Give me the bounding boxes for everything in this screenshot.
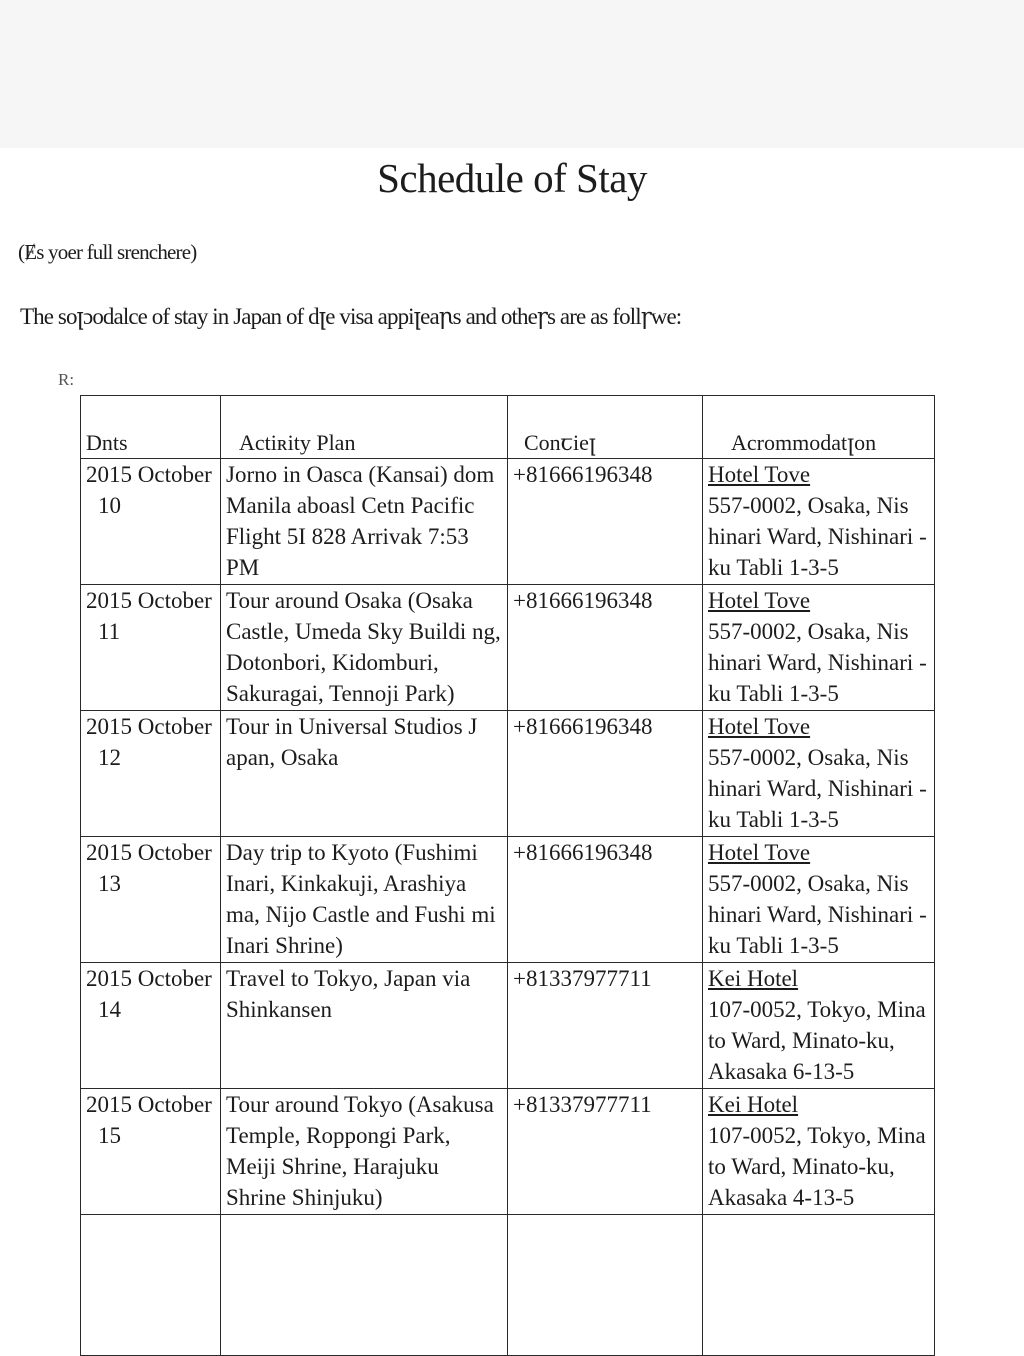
accommodation-cell	[703, 711, 935, 837]
contact-cell: +81337977711	[508, 1089, 703, 1215]
date-month: 2015 October	[86, 966, 212, 991]
contact-cell: +81666196348	[508, 837, 703, 963]
activity-cell: Tour around Tokyo (Asakusa Temple, Roppongi Park, Meiji Shrine, Harajuku Shrine Shinjuku)	[221, 1089, 508, 1215]
hotel-address: 107-0052, Tokyo, Mina to Ward, Minato-ku, Akasaka 6-13-5	[708, 997, 926, 1084]
date-day: 13	[98, 871, 121, 896]
hotel-name: Hotel Tove	[708, 588, 811, 613]
hotel-name: Kei Hotel	[708, 1092, 799, 1117]
date-cell	[81, 1089, 221, 1215]
empty-cell	[703, 1215, 935, 1356]
hotel-name: Hotel Tove	[708, 714, 811, 739]
accommodation-cell	[703, 963, 935, 1089]
date-cell	[81, 711, 221, 837]
activity-cell: Tour in Universal Studios J apan, Osaka	[221, 711, 508, 837]
date-cell	[81, 585, 221, 711]
date-cell	[81, 837, 221, 963]
table-row	[81, 963, 935, 1089]
document-title: Schedule of Stay	[377, 155, 647, 201]
date-day: 10	[98, 493, 121, 518]
hotel-address: 557-0002, Osaka, Nis hinari Ward, Nishinari -ku Tabli 1-3-5	[708, 619, 927, 706]
hotel-name: Hotel Tove	[708, 840, 811, 865]
hotel-address: 557-0002, Osaka, Nis hinari Ward, Nishinari -ku Tabli 1-3-5	[708, 871, 927, 958]
date-cell	[81, 963, 221, 1089]
accommodation-cell	[703, 585, 935, 711]
document-subtitle: (Ɇs yoer full srenchere)	[18, 240, 197, 264]
contact-cell: +81337977711	[508, 963, 703, 1089]
table-row	[81, 459, 935, 585]
activity-cell: Day trip to Kyoto (Fushimi Inari, Kinkakuji, Arashiya ma, Nijo Castle and Fushi mi Inari Shrine)	[221, 837, 508, 963]
header-date: Dnts	[81, 396, 221, 459]
date-month: 2015 October	[86, 1092, 212, 1117]
hotel-address: 557-0002, Osaka, Nis hinari Ward, Nishinari -ku Tabli 1-3-5	[708, 493, 927, 580]
contact-cell: +81666196348	[508, 459, 703, 585]
date-month: 2015 October	[86, 840, 212, 865]
empty-cell	[81, 1215, 221, 1356]
reference-mark: R:	[58, 370, 75, 389]
contact-cell: +81666196348	[508, 585, 703, 711]
intro-paragraph: The soꞁɔodalce of stay in Japan of dꞁe visa appiꞁeaꞃs and otheꞅs are as follꞅwe:	[20, 304, 682, 329]
date-day: 12	[98, 745, 121, 770]
activity-cell: Jorno in Oasca (Kansai) dom Manila aboasl Cetn Pacific Flight 5I 828 Arrivak 7:53 PM	[221, 459, 508, 585]
accommodation-cell	[703, 1089, 935, 1215]
hotel-name: Hotel Tove	[708, 462, 811, 487]
date-month: 2015 October	[86, 588, 212, 613]
empty-cell	[221, 1215, 508, 1356]
table-header-row	[81, 396, 935, 459]
date-day: 11	[98, 619, 121, 644]
activity-cell: Travel to Tokyo, Japan via Shinkansen	[221, 963, 508, 1089]
table-row	[81, 837, 935, 963]
activity-cell: Tour around Osaka (Osaka Castle, Umeda Sky Buildi ng, Dotonbori, Kidomburi, Sakuragai, Tennoji Park)	[221, 585, 508, 711]
accommodation-cell	[703, 837, 935, 963]
hotel-name: Kei Hotel	[708, 966, 799, 991]
date-cell	[81, 459, 221, 585]
accommodation-cell	[703, 459, 935, 585]
date-month: 2015 October	[86, 714, 212, 739]
contact-cell: +81666196348	[508, 711, 703, 837]
table-row	[81, 1089, 935, 1215]
date-month: 2015 October	[86, 462, 212, 487]
empty-cell	[508, 1215, 703, 1356]
hotel-address: 107-0052, Tokyo, Mina to Ward, Minato-ku, Akasaka 4-13-5	[708, 1123, 926, 1210]
date-day: 14	[98, 997, 121, 1022]
header-accommodation: Acrommodatꞁon	[703, 396, 935, 459]
date-day: 15	[98, 1123, 121, 1148]
table-row	[81, 711, 935, 837]
header-contact: Conꞇieꞁ	[508, 396, 703, 459]
hotel-address: 557-0002, Osaka, Nis hinari Ward, Nishinari -ku Tabli 1-3-5	[708, 745, 927, 832]
top-shaded-band	[0, 0, 1024, 148]
empty-table-row	[81, 1215, 935, 1356]
table-row	[81, 585, 935, 711]
header-activity: Actiʀity Plan	[221, 396, 508, 459]
schedule-table	[80, 395, 935, 1356]
